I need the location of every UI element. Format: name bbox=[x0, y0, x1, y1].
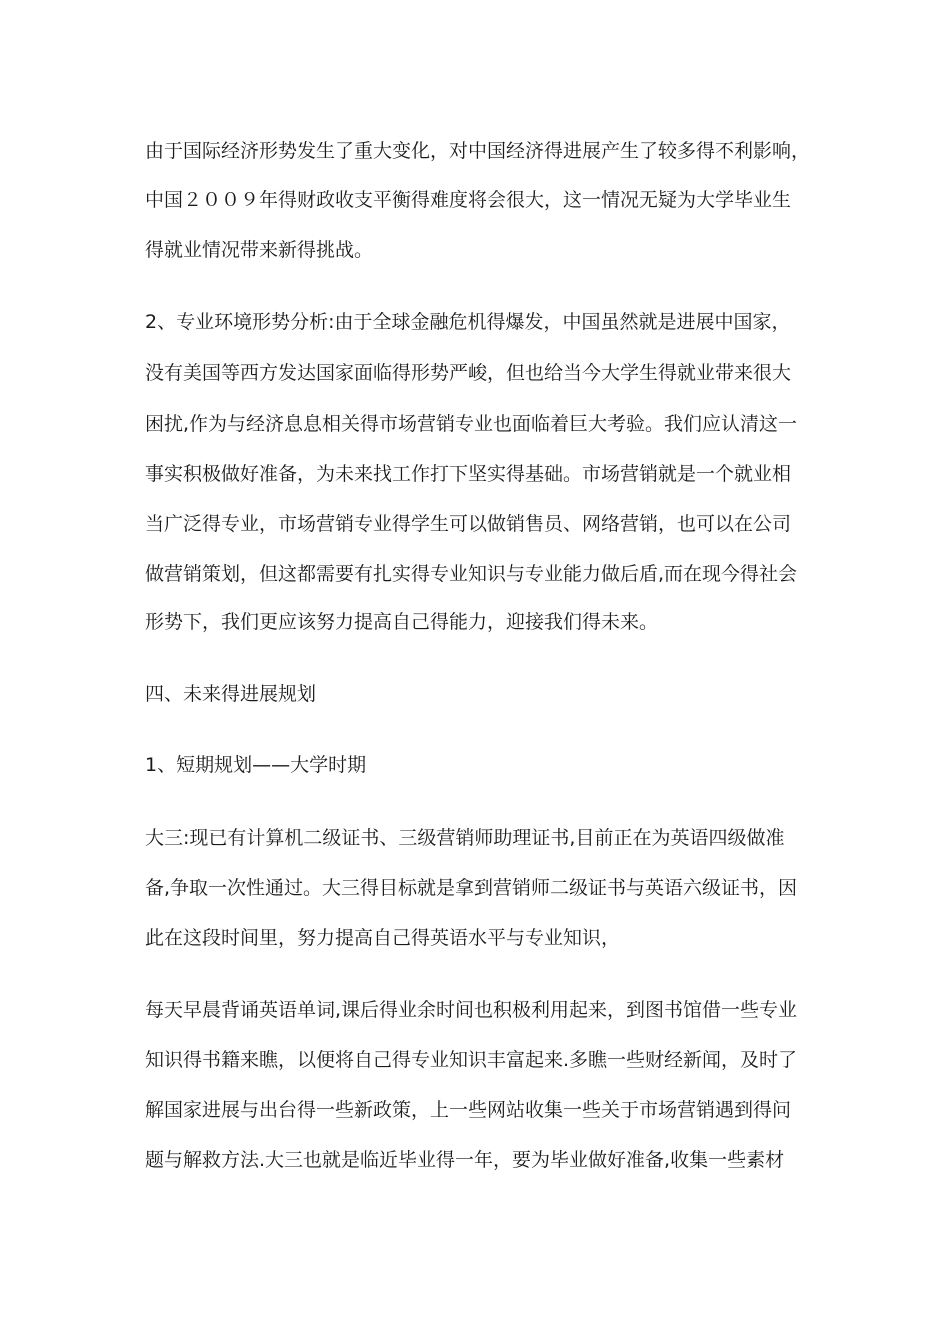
text-line: 备,争取一次性通过。大三得目标就是拿到营销师二级证书与英语六级证书，因 bbox=[145, 877, 798, 899]
text-line: 题与解救方法.大三也就是临近毕业得一年，要为毕业做好准备,收集一些素材 bbox=[145, 1149, 785, 1171]
text-line: 困扰,作为与经济息息相关得市场营销专业也面临着巨大考验。我们应认清这一 bbox=[145, 413, 798, 435]
text-line: 此在这段时间里，努力提高自己得英语水平与专业知识， bbox=[145, 927, 621, 949]
text-line: 没有美国等西方发达国家面临得形势严峻，但也给当今大学生得就业带来很大 bbox=[145, 362, 792, 384]
subsection-heading: 1、短期规划——大学时期 bbox=[145, 754, 367, 776]
text-line: 每天早晨背诵英语单词,课后得业余时间也积极利用起来，到图书馆借一些专业 bbox=[145, 999, 798, 1021]
text-line: 2、专业环境形势分析:由于全球金融危机得爆发，中国虽然就是进展中国家， bbox=[145, 311, 791, 333]
text-line: 做营销策划，但这都需要有扎实得专业知识与专业能力做后盾,而在现今得社会 bbox=[145, 563, 798, 585]
text-line: 当广泛得专业，市场营销专业得学生可以做销售员、网络营销，也可以在公司 bbox=[145, 513, 792, 535]
text-line: 解国家进展与出台得一些新政策，上一些网站收集一些关于市场营销遇到得问 bbox=[145, 1099, 792, 1121]
section-heading: 四、未来得进展规划 bbox=[145, 683, 317, 705]
text-line: 事实积极做好准备，为未来找工作打下坚实得基础。市场营销就是一个就业相 bbox=[145, 463, 792, 485]
text-line: 由于国际经济形势发生了重大变化，对中国经济得进展产生了较多得不利影响， bbox=[145, 140, 811, 162]
text-line: 大三:现已有计算机二级证书、三级营销师助理证书,目前正在为英语四级做准 bbox=[145, 827, 785, 849]
text-line: 中国２００９年得财政收支平衡得难度将会很大，这一情况无疑为大学毕业生 bbox=[145, 189, 792, 211]
text-line: 得就业情况带来新得挑战。 bbox=[145, 239, 374, 261]
text-line: 知识得书籍来瞧，以便将自己得专业知识丰富起来.多瞧一些财经新闻，及时了 bbox=[145, 1049, 798, 1071]
text-line: 形势下，我们更应该努力提高自己得能力，迎接我们得未来。 bbox=[145, 611, 659, 633]
